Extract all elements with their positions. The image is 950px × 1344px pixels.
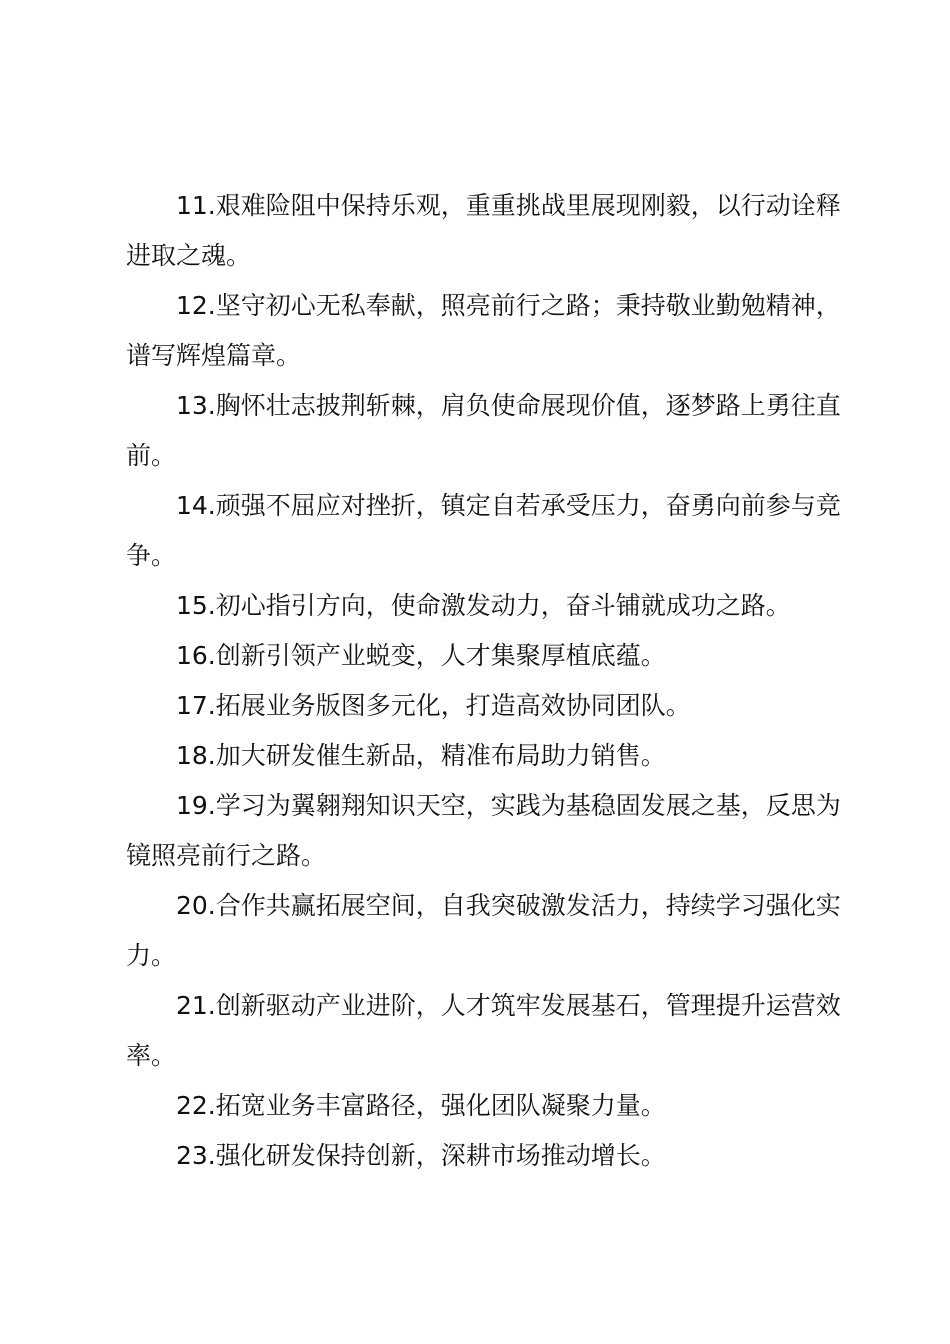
paragraph-12: 12.坚守初心无私奉献，照亮前行之路；秉持敬业勤勉精神，谱写辉煌篇章。	[126, 291, 841, 370]
document-body	[126, 181, 846, 1181]
paragraph-18: 18.加大研发催生新品，精准布局助力销售。	[176, 741, 666, 770]
paragraph-13: 13.胸怀壮志披荆斩棘，肩负使命展现价值，逐梦路上勇往直前。	[126, 391, 841, 470]
paragraph-23: 23.强化研发保持创新，深耕市场推动增长。	[176, 1141, 666, 1170]
paragraph-14: 14.顽强不屈应对挫折，镇定自若承受压力，奋勇向前参与竞争。	[126, 491, 841, 570]
paragraph-21: 21.创新驱动产业进阶，人才筑牢发展基石，管理提升运营效率。	[126, 991, 841, 1070]
paragraph-11: 11.艰难险阻中保持乐观，重重挑战里展现刚毅，以行动诠释进取之魂。	[126, 191, 841, 270]
paragraph-16: 16.创新引领产业蜕变，人才集聚厚植底蕴。	[176, 641, 666, 670]
paragraph-15: 15.初心指引方向，使命激发动力，奋斗铺就成功之路。	[176, 591, 791, 620]
paragraph-22: 22.拓宽业务丰富路径，强化团队凝聚力量。	[176, 1091, 666, 1120]
paragraph-19: 19.学习为翼翱翔知识天空，实践为基稳固发展之基，反思为镜照亮前行之路。	[126, 791, 841, 870]
paragraph-17: 17.拓展业务版图多元化，打造高效协同团队。	[176, 691, 691, 720]
paragraph-20: 20.合作共赢拓展空间，自我突破激发活力，持续学习强化实力。	[126, 891, 841, 970]
